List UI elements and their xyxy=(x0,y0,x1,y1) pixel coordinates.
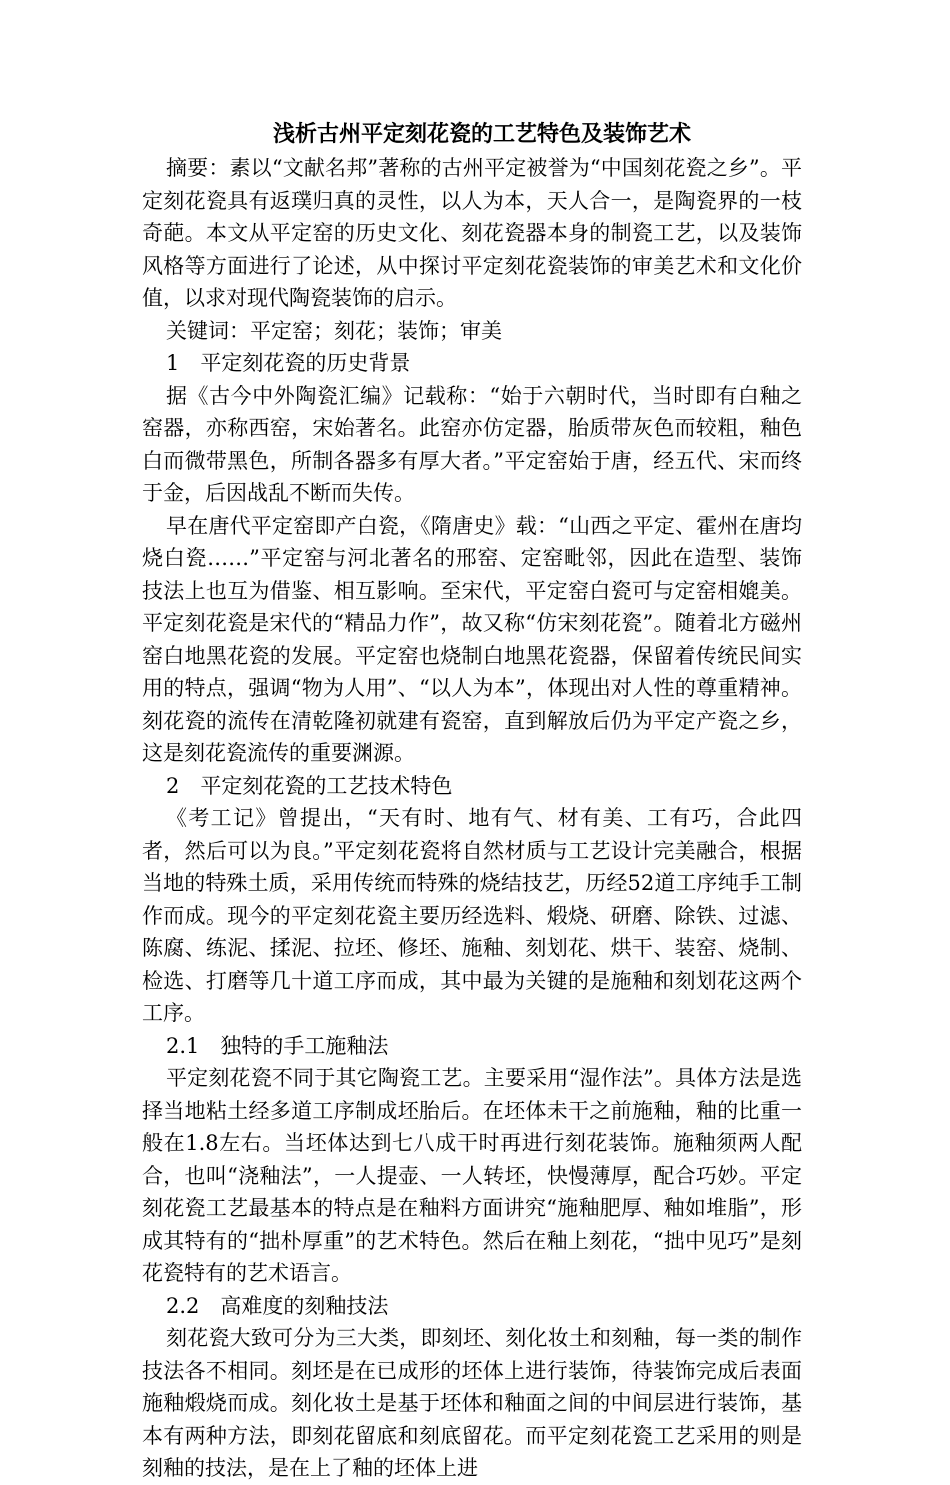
section-2-paragraph-1: 《考工记》曾提出，“天有时、地有气、材有美、工有巧，合此四者，然后可以为良。”平定刻花瓷将自然材质与工艺设计完美融合，根据当地的特殊土质，采用传统而特殊的烧结技艺，历经52道工序纯手工制作而成。现今的平定刻花瓷主要历经选料、煅烧、研磨、除铁、过滤、陈腐、练泥、揉泥、拉坯、修坯、施釉、刻划花、烘干、装窑、烧制、检选、打磨等几十道工序而成，其中最为关键的是施釉和刻划花这两个工序。 xyxy=(142,806,802,1025)
abstract-paragraph: 摘要：素以“文献名邦”著称的古州平定被誉为“中国刻花瓷之乡”。平定刻花瓷具有返璞归真的灵性，以人为本，天人合一，是陶瓷界的一枝奇葩。本文从平定窑的历史文化、刻花瓷器本身的制瓷工艺，以及装饰风格等方面进行了论述，从中探讨平定刻花瓷装饰的审美艺术和文化价值，以求对现代陶瓷装饰的启示。 xyxy=(142,156,802,310)
keywords-line: 关键词：平定窑；刻花；装饰；审美 xyxy=(166,318,502,343)
section-2-1-heading: 2.1 独特的手工施釉法 xyxy=(166,1033,389,1058)
section-2-heading: 2 平定刻花瓷的工艺技术特色 xyxy=(166,773,453,798)
section-2-2-paragraph-1: 刻花瓷大致可分为三大类，即刻坯、刻化妆土和刻釉，每一类的制作技法各不相同。刻坯是在已成形的坯体上进行装饰，待装饰完成后表面施釉煅烧而成。刻化妆土是基于坯体和釉面之间的中间层进行装饰，基本有两种方法，即刻花留底和刻底留花。而平定刻花瓷工艺采用的则是刻釉的技法，是在上了釉的坯体上进 xyxy=(142,1326,802,1480)
document-title: 浅析古州平定刻花瓷的工艺特色及装饰艺术 xyxy=(273,122,692,147)
section-2-2-heading: 2.2 高难度的刻釉技法 xyxy=(166,1293,389,1318)
section-1-paragraph-1: 据《古今中外陶瓷汇编》记载称：“始于六朝时代，当时即有白釉之窑器，亦称西窑，宋始著名。此窑亦仿定器，胎质带灰色而较粗，釉色白而微带黑色，所制各器多有厚大者。”平定窑始于唐，经五代、宋而终于金，后因战乱不断而失传。 xyxy=(142,383,802,505)
document-body xyxy=(142,118,802,1485)
section-1-paragraph-2: 早在唐代平定窑即产白瓷，《隋唐史》载：“山西之平定、霍州在唐均烧白瓷……”平定窑与河北著名的邢窑、定窑毗邻，因此在造型、装饰技法上也互为借鉴、相互影响。至宋代，平定窑白瓷可与定窑相媲美。平定刻花瓷是宋代的“精品力作”，故又称“仿宋刻花瓷”。随着北方磁州窑白地黑花瓷的发展。平定窑也烧制白地黑花瓷器，保留着传统民间实用的特点，强调“物为人用”、“以人为本”，体现出对人性的尊重精神。刻花瓷的流传在清乾隆初就建有瓷窑，直到解放后仍为平定产瓷之乡，这是刻花瓷流传的重要渊源。 xyxy=(142,513,802,765)
section-1-heading: 1 平定刻花瓷的历史背景 xyxy=(166,351,411,375)
section-2-1-paragraph-1: 平定刻花瓷不同于其它陶瓷工艺。主要采用“湿作法”。具体方法是选择当地粘土经多道工序制成坯胎后。在坯体未干之前施釉，釉的比重一般在1.8左右。当坯体达到七八成干时再进行刻花装饰。施釉须两人配合，也叫“浇釉法”，一人提壶、一人转坯，快慢薄厚，配合巧妙。平定刻花瓷工艺最基本的特点是在釉料方面讲究“施釉肥厚、釉如堆脂”，形成其特有的“拙朴厚重”的艺术特色。然后在釉上刻花，“拙中见巧”是刻花瓷特有的艺术语言。 xyxy=(142,1066,802,1285)
